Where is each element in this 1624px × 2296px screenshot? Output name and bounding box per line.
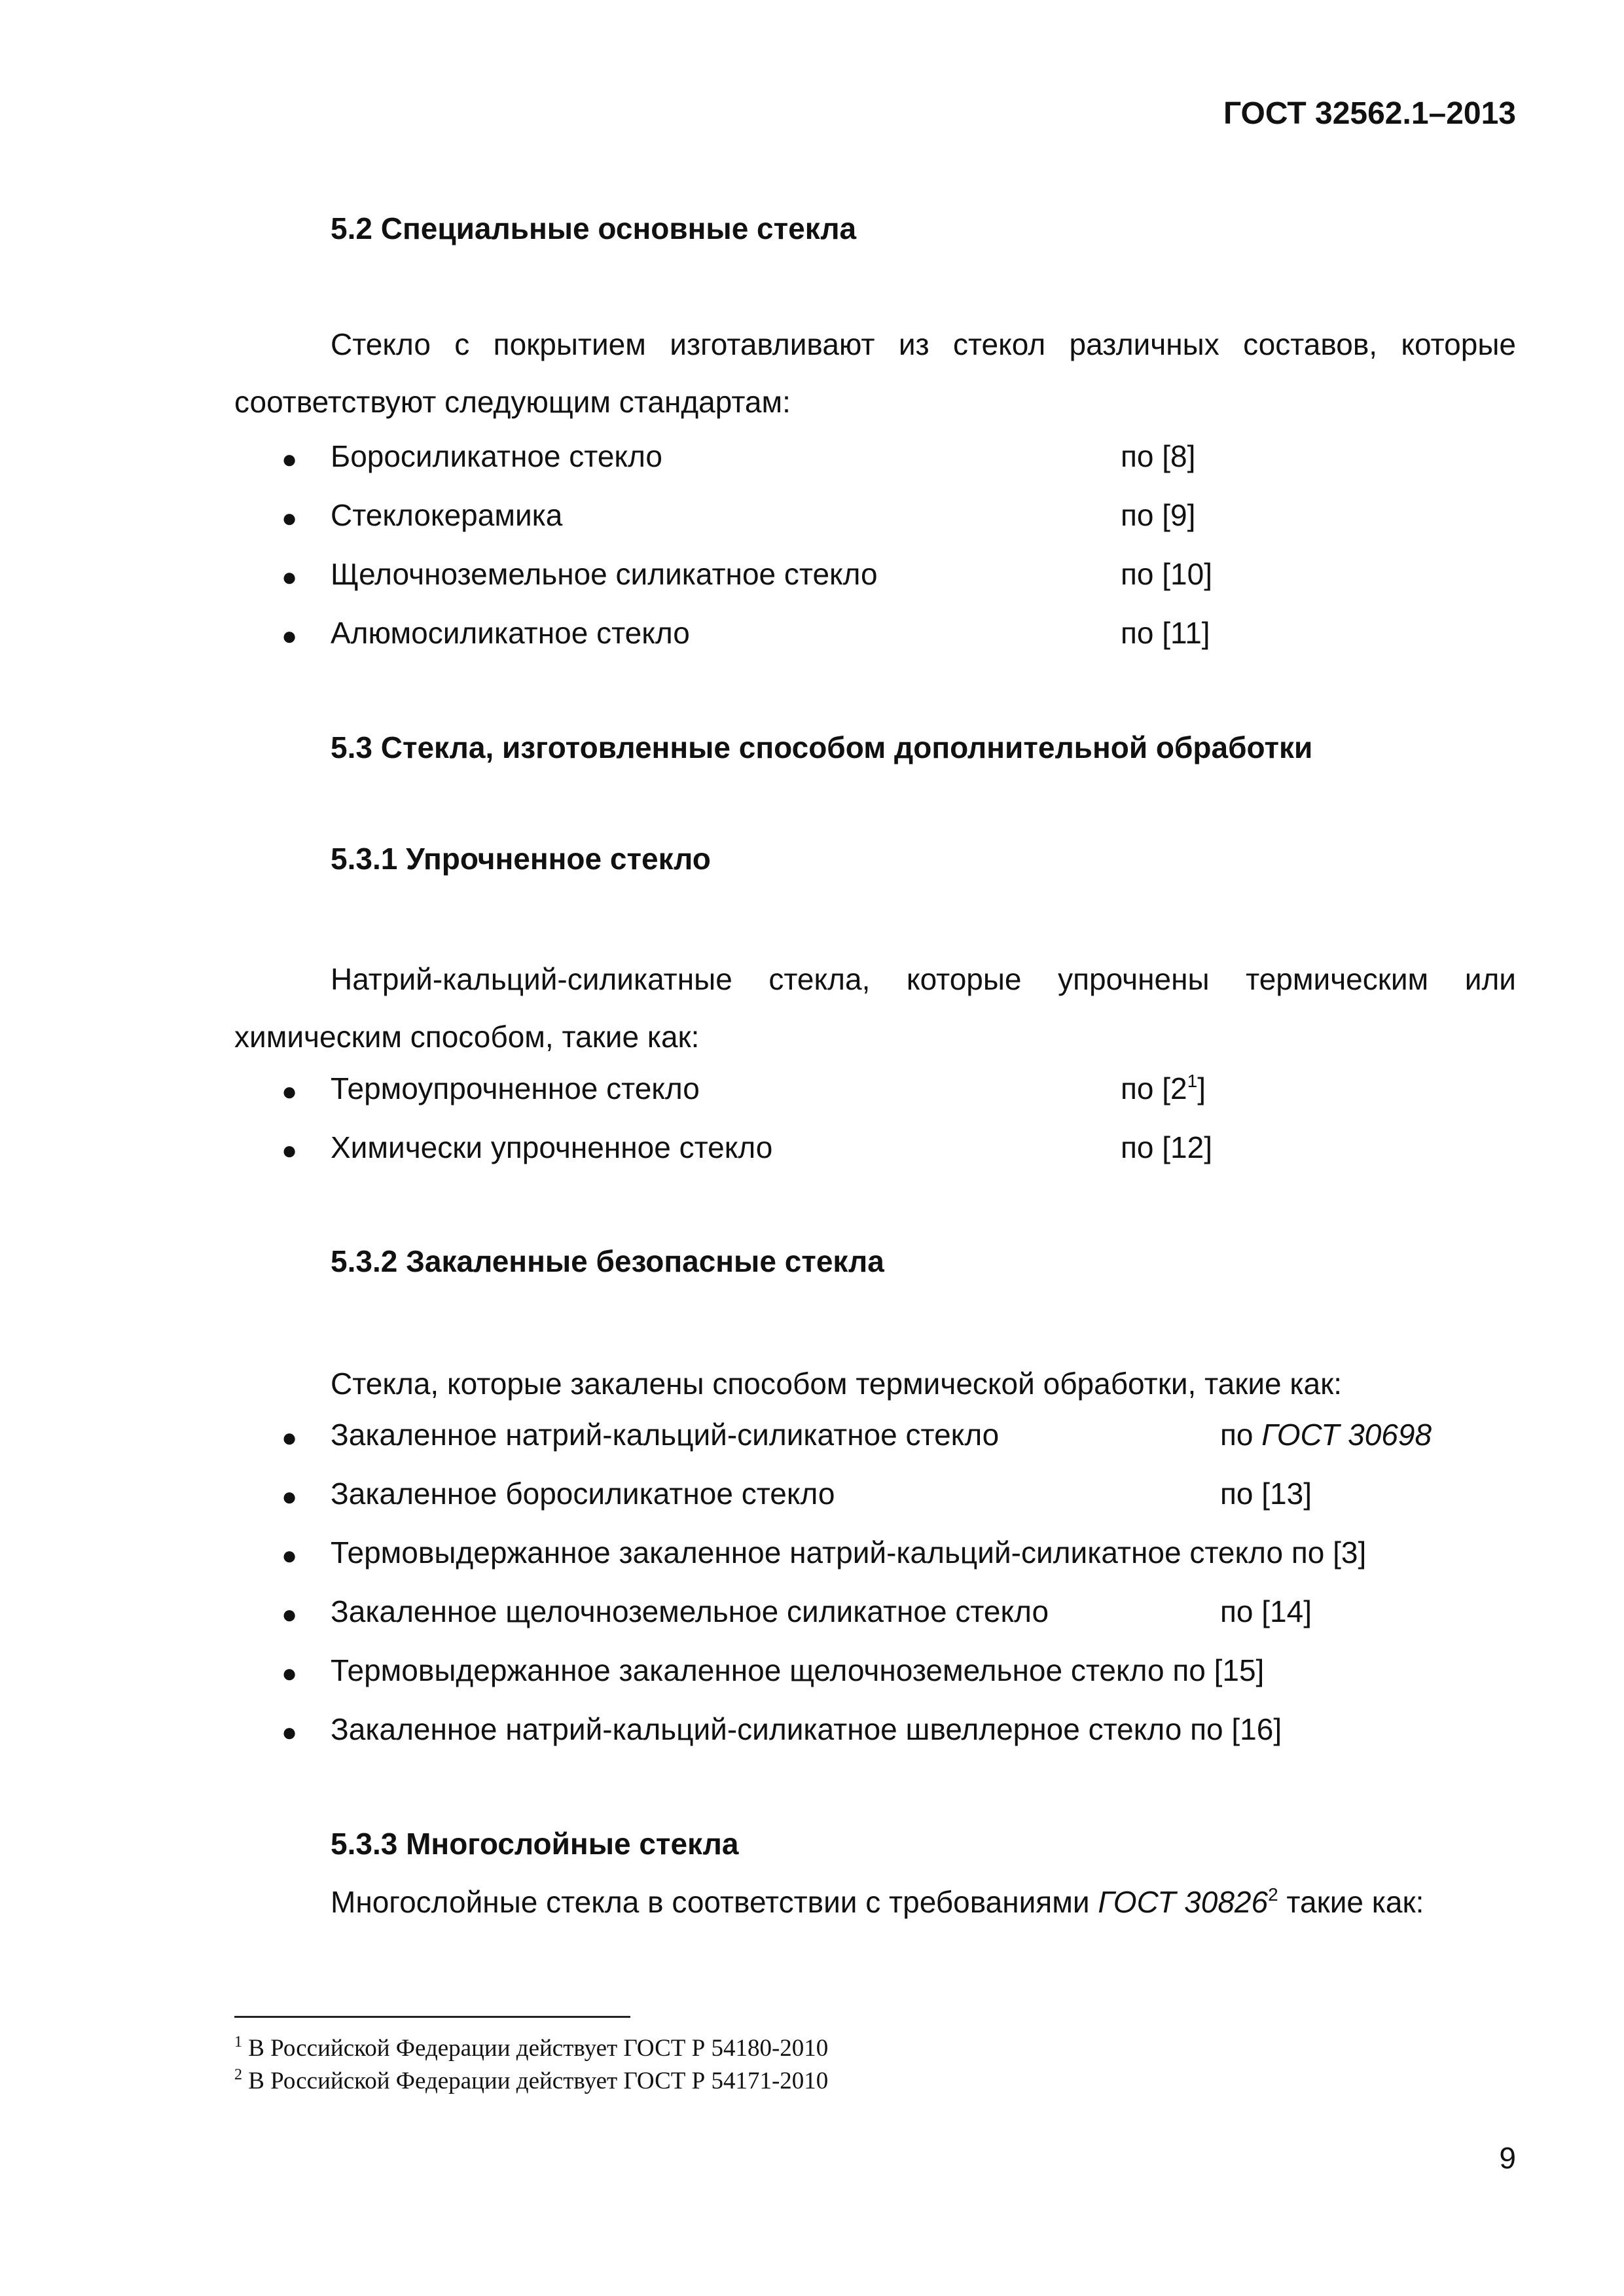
bullet-icon: ● (281, 504, 298, 533)
bullet-icon: ● (281, 1659, 298, 1688)
section-5-2-heading: 5.2 Специальные основные стекла (331, 211, 857, 245)
bullet-icon: ● (281, 1718, 298, 1747)
bullet-icon: ● (281, 622, 298, 651)
section-5-3-1-intro: Натрий-кальций-силикатные стекла, которые упрочнены термическим или химическим способом, такие как: (234, 962, 1516, 1054)
section-5-3-1-heading: 5.3.1 Упрочненное стекло (331, 842, 711, 876)
footnote-1: $^1$ В Российской Федерации действует ГОСТ Р 54180-2010 (234, 2034, 829, 2062)
section-5-3-3-intro: Многослойные стекла в соответствии с требованиями ГОСТ 30826$^2$ такие как: (331, 1884, 1424, 1919)
footnote-2: $^2$ В Российской Федерации действует ГОСТ Р 54171-2010 (234, 2066, 829, 2094)
bullet-icon: ● (281, 445, 298, 474)
bullet-icon: ● (281, 563, 298, 592)
bullet-icon: ● (281, 1136, 298, 1165)
bullet-icon: ● (281, 1424, 298, 1452)
section-5-3-heading: 5.3 Стекла, изготовленные способом дополнительной обработки (331, 730, 1313, 764)
section-5-3-2-heading: 5.3.2 Закаленные безопасные стекла (331, 1244, 884, 1278)
bullet-icon: ● (281, 1482, 298, 1511)
section-5-3-3-heading: 5.3.3 Многослойные стекла (331, 1827, 739, 1861)
bullet-icon: ● (281, 1541, 298, 1570)
document-page: ГОСТ 32562.1–2013 5.2 Специальные основные стекла Стекло с покрытием изготавливают из стекол различных составов, которые соответствуют следующим стандартам: ● Боросиликатное стекло по [8] ● Стеклокерамика по [9] ● Щелочноземельное силикатное стекло по [10] ● Алюмосиликатное стекло по [11] 5.3 Стекла, изготовленные способом дополнительной обработки 5.3.1 Упрочненное стекло Натрий-кальций-силикатные стекла, которые упрочнены термическим или химическим способом, такие как: ● Термоупрочненное стекло по $[2^1]$ ● Химически упрочненное стекло по [12] 5.3.2 Закаленные безопасные стекла Стекла, которые закалены способом термической обработки, такие как: ● Закаленное натрий-кальций-силикатное стекло по ГОСТ 30698 ● Закаленное боросиликатное стекло по [13] ● Термовыдержанное закаленное натрий-кальций-силикатное стекло по [3] ● Закаленное щелочноземельное силикатное стекло по [14] ● Термовыдержанное закаленное щелочноземельное стекло по [15] ● Закаленное натрий-кальций-силикатное швеллерное стекло по [16] 5.3.3 Многослойные стекла Многослойные стекла в соответствии с требованиями ГОСТ 30826$^2$ такие как: $^1$ В Российской Федерации действует ГОСТ Р 54180-2010 $^2$ В Российской Федерации действует ГОСТ Р 54171-2010 9 (234, 96, 1516, 2175)
document-header: ГОСТ 32562.1–2013 (1223, 96, 1516, 131)
page-number: 9 (1499, 2141, 1516, 2175)
footnote-separator (234, 2016, 630, 2018)
section-5-2-intro: Стекло с покрытием изготавливают из стекол различных составов, которые соответствуют следующим стандартам: (234, 327, 1516, 419)
bullet-icon: ● (281, 1077, 298, 1106)
bullet-icon: ● (281, 1600, 298, 1629)
section-5-3-2-intro: Стекла, которые закалены способом термической обработки, такие как: (331, 1367, 1343, 1401)
